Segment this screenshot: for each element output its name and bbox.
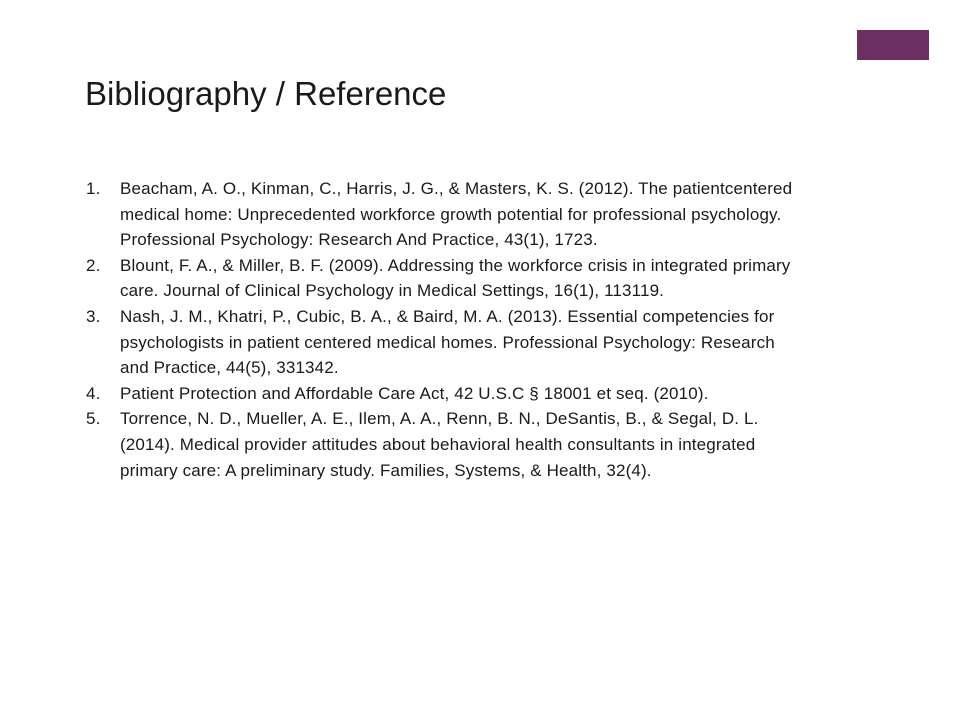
reference-number: 5. bbox=[86, 409, 101, 429]
reference-text: Beacham, A. O., Kinman, C., Harris, J. G., & Masters, K. S. (2012). The patientcentered medical home: Unprecedented workforce growth potential for professional psychology. Professional Psychology: Research And Practice, 43(1), 1723. bbox=[120, 179, 793, 250]
reference-number: 3. bbox=[86, 306, 101, 326]
reference-item bbox=[86, 406, 796, 483]
reference-item bbox=[86, 304, 796, 381]
reference-text: Torrence, N. D., Mueller, A. E., Ilem, A. A., Renn, B. N., DeSantis, B., & Segal, D. L. (2014). Medical provider attitudes about behavioral health consultants in integrated primary care: A preliminary study. Families, Systems, & Health, 32(4). bbox=[120, 409, 759, 480]
reference-text: Blount, F. A., & Miller, B. F. (2009). Addressing the workforce crisis in integrated primary care. Journal of Clinical Psychology in Medical Settings, 16(1), 113119. bbox=[120, 255, 791, 301]
reference-text: Nash, J. M., Khatri, P., Cubic, B. A., & Baird, M. A. (2013). Essential competencies for psychologists in patient centered medical homes. Professional Psychology: Research and Practice, 44(5), 331342. bbox=[120, 306, 775, 378]
reference-item bbox=[86, 253, 796, 304]
reference-text: Patient Protection and Affordable Care Act, 42 U.S.C § 18001 et seq. (2010). bbox=[120, 383, 709, 403]
slide-title: Bibliography / Reference bbox=[85, 75, 447, 112]
reference-number: 2. bbox=[86, 255, 101, 275]
reference-list bbox=[86, 176, 796, 483]
reference-number: 4. bbox=[86, 383, 101, 403]
reference-item bbox=[86, 381, 796, 407]
reference-number: 1. bbox=[86, 179, 101, 198]
slide-accent-block bbox=[857, 30, 929, 60]
reference-item bbox=[86, 176, 796, 253]
